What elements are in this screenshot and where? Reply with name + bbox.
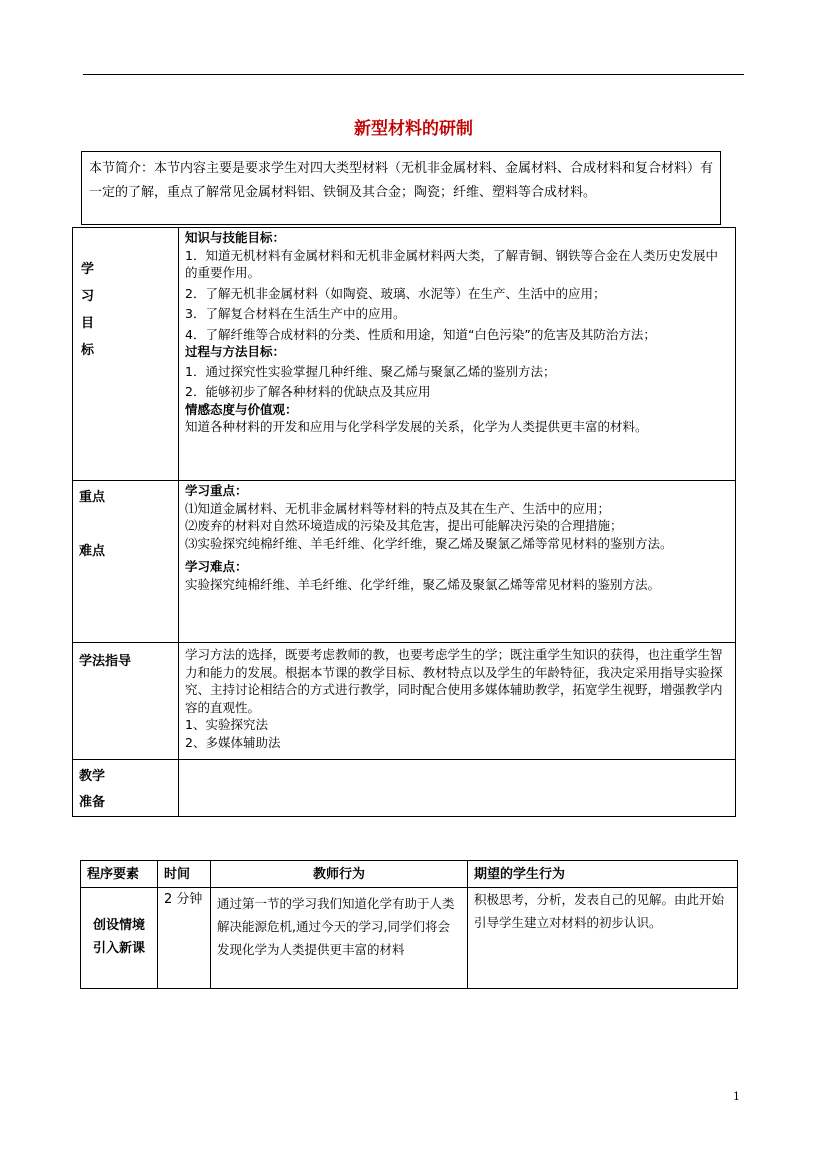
method-item: 1、实验探究法 — [185, 717, 268, 732]
row-element-line: 引入新课 — [92, 941, 145, 956]
difficulty-text: 实验探究纯棉纤维、羊毛纤维、化学纤维，聚乙烯及聚氯乙烯等常见材料的鉴别方法。 — [185, 576, 661, 592]
method-item: 2、多媒体辅助法 — [185, 734, 281, 750]
knowledge-item: 3．了解复合材料在生活生产中的应用。 — [185, 306, 406, 321]
method-label: 学法指导 — [73, 643, 179, 760]
key-item: ⑴知道金属材料、无机非金属材料等材料的特点及其在生产、生活中的应用； — [185, 500, 611, 516]
process-item: 2．能够初步了解各种材料的优缺点及其应用 — [185, 384, 431, 399]
knowledge-item: 2．了解无机非金属材料（如陶瓷、玻璃、水泥等）在生产、生活中的应用； — [185, 285, 606, 301]
keypoints-content — [179, 481, 736, 643]
row-student: 积极思考，分析，发表自己的见解。由此开始引导学生建立对材料的初步认识。 — [468, 888, 738, 989]
row-element-line: 创设情境 — [92, 918, 145, 933]
keypoints-label — [73, 481, 179, 643]
header-element: 程序要素 — [81, 861, 158, 888]
key-item: ⑶实验探究纯棉纤维、羊毛纤维、化学纤维，聚乙烯及聚氯乙烯等常见材料的鉴别方法。 — [185, 535, 673, 551]
header-student: 期望的学生行为 — [468, 861, 738, 888]
knowledge-item: 1．知道无机材料有金属材料和无机非金属材料两大类，了解青铜、钢铁等合金在人类历史发展中的重要作用。 — [185, 247, 718, 280]
objectives-content — [179, 228, 736, 481]
objectives-label-char: 目 — [81, 316, 95, 331]
objectives-label-char: 标 — [81, 343, 95, 358]
procedure-table — [80, 860, 738, 989]
row-time: 2 分钟 — [158, 888, 211, 989]
prep-content — [179, 760, 736, 817]
objectives-label — [73, 228, 179, 481]
knowledge-heading: 知识与技能目标： — [185, 230, 286, 245]
keypoints-label-bottom: 难点 — [79, 543, 106, 559]
objectives-label-char: 习 — [81, 289, 95, 304]
row-teacher: 通过第一节的学习我们知道化学有助于人类解决能源危机,通过今天的学习,同学们将会发现化学为人类提供更丰富的材料 — [211, 888, 468, 989]
knowledge-item: 4．了解纤维等合成材料的分类、性质和用途，知道“白色污染”的危害及其防治方法； — [185, 326, 656, 342]
prep-label-bottom: 准备 — [79, 795, 106, 810]
difficulty-heading: 学习难点： — [185, 559, 248, 574]
prep-label — [73, 760, 179, 817]
page-title: 新型材料的研制 — [354, 119, 473, 139]
method-content — [179, 643, 736, 760]
row-element — [81, 888, 158, 989]
key-heading: 学习重点： — [185, 483, 248, 498]
keypoints-label-top: 重点 — [79, 490, 106, 505]
page-number: 1 — [733, 1090, 740, 1103]
header-teacher: 教师行为 — [211, 861, 468, 888]
process-item: 1．通过探究性实验掌握几种纤维、聚乙烯与聚氯乙烯的鉴别方法； — [185, 363, 556, 379]
objectives-label-char: 学 — [81, 262, 95, 277]
header-rule — [83, 74, 744, 75]
emotion-heading: 情感态度与价值观： — [185, 401, 298, 417]
header-time: 时间 — [158, 861, 211, 888]
method-text: 学习方法的选择，既要考虑教师的教，也要考虑学生的学；既注重学生知识的获得，也注重学生智力和能力的发展。根据本节课的教学目标、教材特点以及学生的年龄特征，我决定采用指导实验探究、主持讨论相结合的方式进行教学，同时配合使用多媒体辅助教学，拓宽学生视野，增强教学内容的直观性。 — [185, 647, 723, 715]
objectives-table — [72, 227, 736, 817]
key-item: ⑵废弃的材料对自然环境造成的污染及其危害，提出可能解决污染的合理措施； — [185, 518, 623, 533]
emotion-text: 知道各种材料的开发和应用与化学科学发展的关系，化学为人类提供更丰富的材料。 — [185, 419, 648, 434]
prep-label-top: 教学 — [79, 769, 106, 784]
process-heading: 过程与方法目标： — [185, 344, 286, 359]
intro-box: 本节简介：本节内容主要是要求学生对四大类型材料（无机非金属材料、金属材料、合成材料和复合材料）有一定的了解，重点了解常见金属材料铝、铁铜及其合金；陶瓷；纤维、塑料等合成材料。 — [81, 151, 721, 225]
